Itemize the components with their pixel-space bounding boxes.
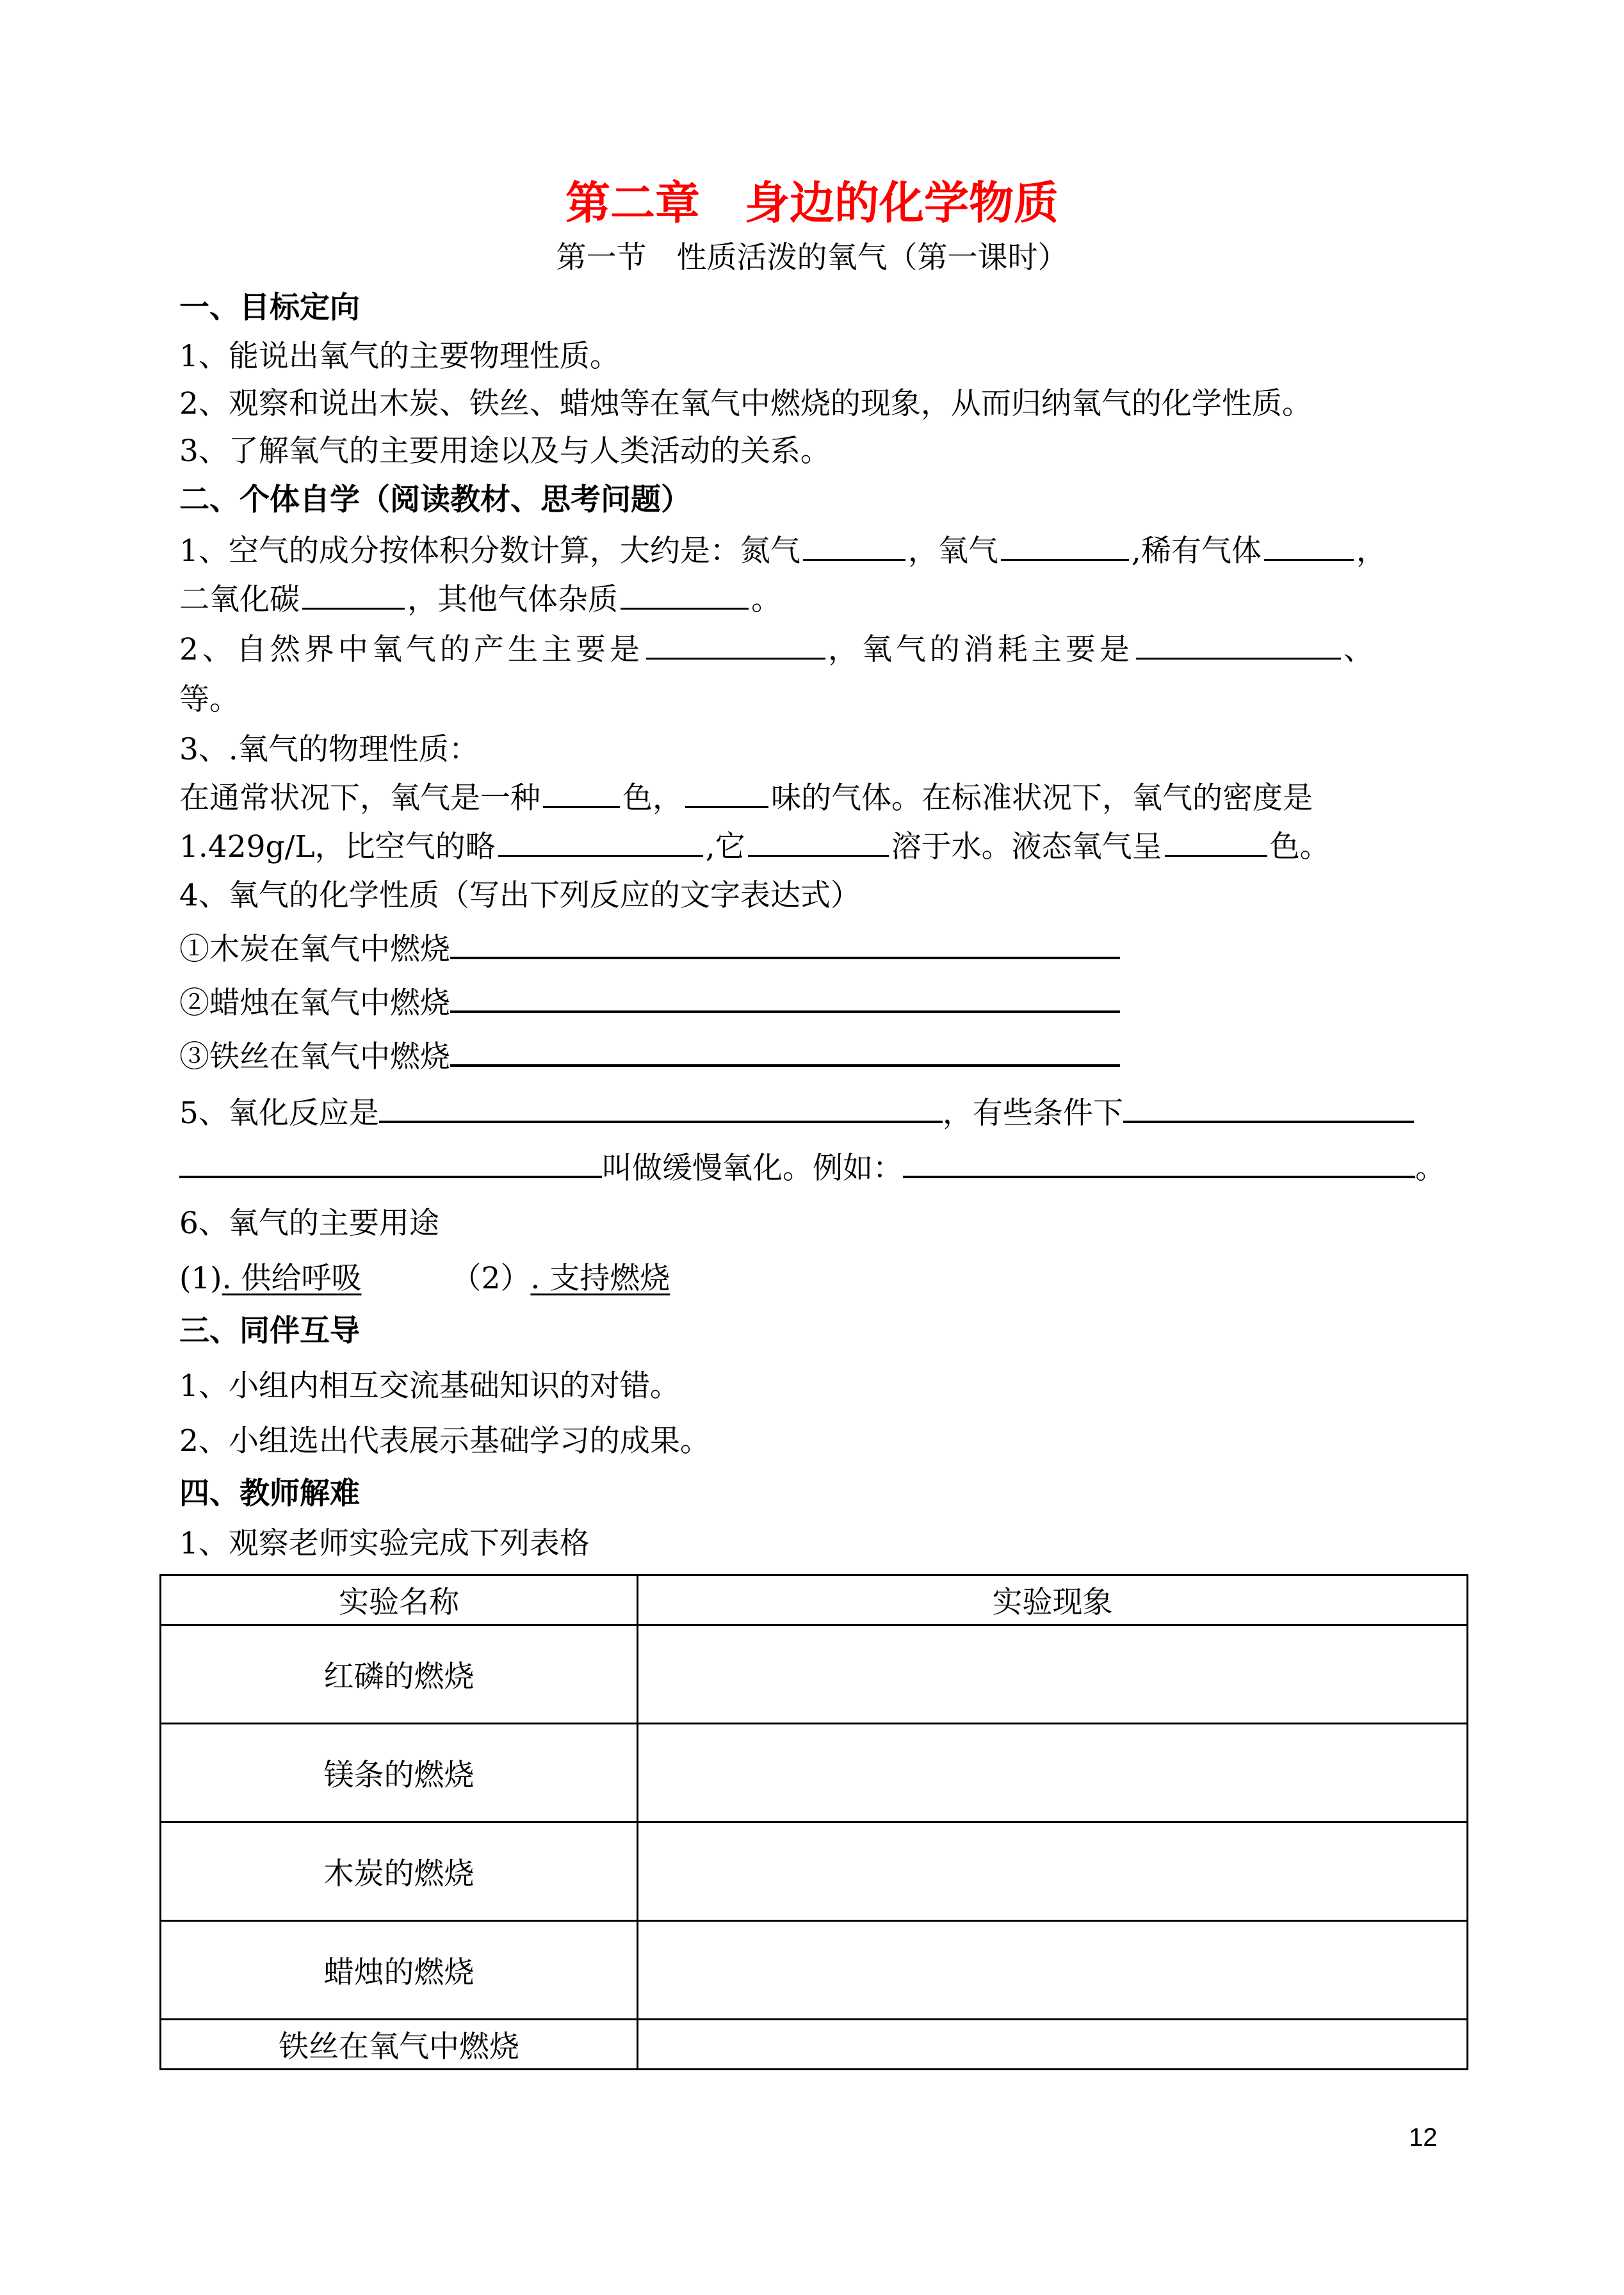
- blank-oxidation-definition[interactable]: [379, 1092, 943, 1123]
- sec1-item-2: 2、观察和说出木炭、铁丝、蜡烛等在氧气中燃烧的现象，从而归纳氧气的化学性质。: [179, 386, 1312, 421]
- q2-text-a: 2、自然界中氧气的产生主要是: [179, 632, 644, 667]
- sec1-item-3: 3、了解氧气的主要用途以及与人类活动的关系。: [179, 434, 831, 469]
- phenomenon-cell-3[interactable]: [637, 1822, 1467, 1921]
- blank-candle-equation[interactable]: [450, 982, 1120, 1013]
- q1-text-f: ，其他气体杂质: [407, 582, 618, 617]
- q3-text-e: ,它: [705, 829, 745, 864]
- q1-text-a: 1、空气的成分按体积分数计算，大约是：氮气: [179, 533, 800, 569]
- q5-line-1: [179, 1092, 1414, 1135]
- header-experiment-phenomenon: 实验现象: [637, 1575, 1467, 1625]
- q6-uses: [179, 1258, 670, 1300]
- blank-oxygen-source[interactable]: [646, 629, 825, 660]
- table-row: [161, 1822, 1468, 1921]
- q4-r1-label: ①木炭在氧气中燃烧: [179, 932, 450, 967]
- q3-text-a: 在通常状况下，氧气是一种: [179, 781, 540, 816]
- q1-text-d: ，: [1356, 533, 1386, 569]
- sec3-item-1: 1、小组内相互交流基础知识的对错。: [179, 1368, 680, 1404]
- page-number: 12: [1409, 2123, 1438, 2152]
- blank-oxygen-consumption[interactable]: [1136, 629, 1341, 660]
- q2-text-b: ，氧气的消耗主要是: [827, 632, 1133, 667]
- q2-line-1: [179, 629, 1377, 671]
- blank-color[interactable]: [543, 778, 620, 808]
- sec4-heading: 四、教师解难: [179, 1476, 360, 1511]
- phenomenon-cell-4[interactable]: [637, 1921, 1467, 2020]
- blank-iron-equation[interactable]: [450, 1036, 1120, 1067]
- blank-solubility[interactable]: [748, 827, 889, 857]
- q6-use-1: . 供给呼吸: [222, 1261, 362, 1296]
- q2-text-d: 等。: [179, 682, 240, 717]
- sec1-item-1: 1、能说出氧气的主要物理性质。: [179, 339, 620, 374]
- q3-line-2: [179, 826, 1330, 868]
- q5-line-2: [179, 1148, 1445, 1190]
- q6-head: 6、氧气的主要用途: [179, 1206, 439, 1241]
- sec3-item-2: 2、小组选出代表展示基础学习的成果。: [179, 1423, 710, 1459]
- q1-line-1: [179, 530, 1386, 572]
- blank-other-gases[interactable]: [621, 580, 749, 610]
- q3-head: 3、.氧气的物理性质：: [179, 732, 479, 767]
- q6-use-1-prefix: (1): [179, 1261, 222, 1296]
- blank-liquid-color[interactable]: [1165, 827, 1267, 857]
- phenomenon-cell-5[interactable]: [637, 2020, 1467, 2070]
- q5-text-a: 5、氧化反应是: [179, 1096, 379, 1131]
- section-subtitle: 第一节 性质活泼的氧气（第一课时）: [556, 240, 1068, 275]
- q6-use-2-prefix: （2）: [451, 1261, 531, 1296]
- q2-text-c: 、: [1343, 632, 1377, 667]
- sec2-heading: 二、个体自学（阅读教材、思考问题）: [179, 482, 691, 517]
- q5-text-c: 叫做缓慢氧化。例如：: [602, 1151, 903, 1186]
- q5-text-b: ，有些条件下: [942, 1096, 1123, 1131]
- row-magnesium: 镁条的燃烧: [161, 1724, 638, 1822]
- table-row: [161, 1724, 1468, 1822]
- blank-example[interactable]: [903, 1148, 1415, 1178]
- q6-use-2: . 支持燃烧: [530, 1261, 670, 1296]
- table-row: [161, 1625, 1468, 1724]
- sec1-heading: 一、目标定向: [179, 290, 360, 325]
- blank-odor[interactable]: [685, 778, 768, 808]
- q4-reaction-2: [179, 982, 1120, 1025]
- q4-r2-label: ②蜡烛在氧气中燃烧: [179, 985, 450, 1021]
- q1-line-2: [179, 579, 781, 621]
- q4-r3-label: ③铁丝在氧气中燃烧: [179, 1039, 450, 1075]
- sec3-heading: 三、同伴互导: [179, 1313, 360, 1349]
- row-charcoal: 木炭的燃烧: [161, 1822, 638, 1921]
- row-red-phosphorus: 红磷的燃烧: [161, 1625, 638, 1724]
- table-row: [161, 1921, 1468, 2020]
- phenomenon-cell-1[interactable]: [637, 1625, 1467, 1724]
- q4-reaction-3: [179, 1036, 1120, 1078]
- q4-head: 4、氧气的化学性质（写出下列反应的文字表达式）: [179, 878, 861, 913]
- blank-co2[interactable]: [302, 580, 405, 610]
- q3-text-d: 1.429g/L，比空气的略: [179, 829, 496, 864]
- blank-nitrogen[interactable]: [803, 531, 905, 561]
- q3-line-1: [179, 777, 1313, 820]
- blank-oxygen[interactable]: [1001, 531, 1129, 561]
- blank-density[interactable]: [498, 827, 703, 857]
- blank-condition[interactable]: [1123, 1092, 1414, 1123]
- q3-text-c: 味的气体。在标准状况下，氧气的密度是: [771, 781, 1313, 816]
- table-header-row: [161, 1575, 1468, 1625]
- header-experiment-name: 实验名称: [161, 1575, 638, 1625]
- q1-text-b: ，氧气: [907, 533, 998, 569]
- table-row: [161, 2020, 1468, 2070]
- q4-reaction-1: [179, 929, 1120, 971]
- experiment-table: [159, 1574, 1468, 2070]
- q3-text-g: 色。: [1269, 829, 1330, 864]
- q3-text-f: 溶于水。液态氧气呈: [891, 829, 1162, 864]
- q3-text-b: 色，: [622, 781, 683, 816]
- q1-text-c: ,稀有气体: [1131, 533, 1262, 569]
- blank-charcoal-equation[interactable]: [450, 929, 1120, 959]
- row-candle: 蜡烛的燃烧: [161, 1921, 638, 2020]
- row-iron-wire: 铁丝在氧气中燃烧: [161, 2020, 638, 2070]
- chapter-title: 第二章 身边的化学物质: [565, 177, 1059, 229]
- blank-noble-gas[interactable]: [1264, 531, 1354, 561]
- q1-text-g: 。: [751, 582, 781, 617]
- phenomenon-cell-2[interactable]: [637, 1724, 1467, 1822]
- q1-text-e: 二氧化碳: [179, 582, 300, 617]
- blank-slow-oxidation[interactable]: [179, 1148, 602, 1178]
- q5-text-d: 。: [1415, 1151, 1445, 1186]
- sec4-intro: 1、观察老师实验完成下列表格: [179, 1526, 590, 1561]
